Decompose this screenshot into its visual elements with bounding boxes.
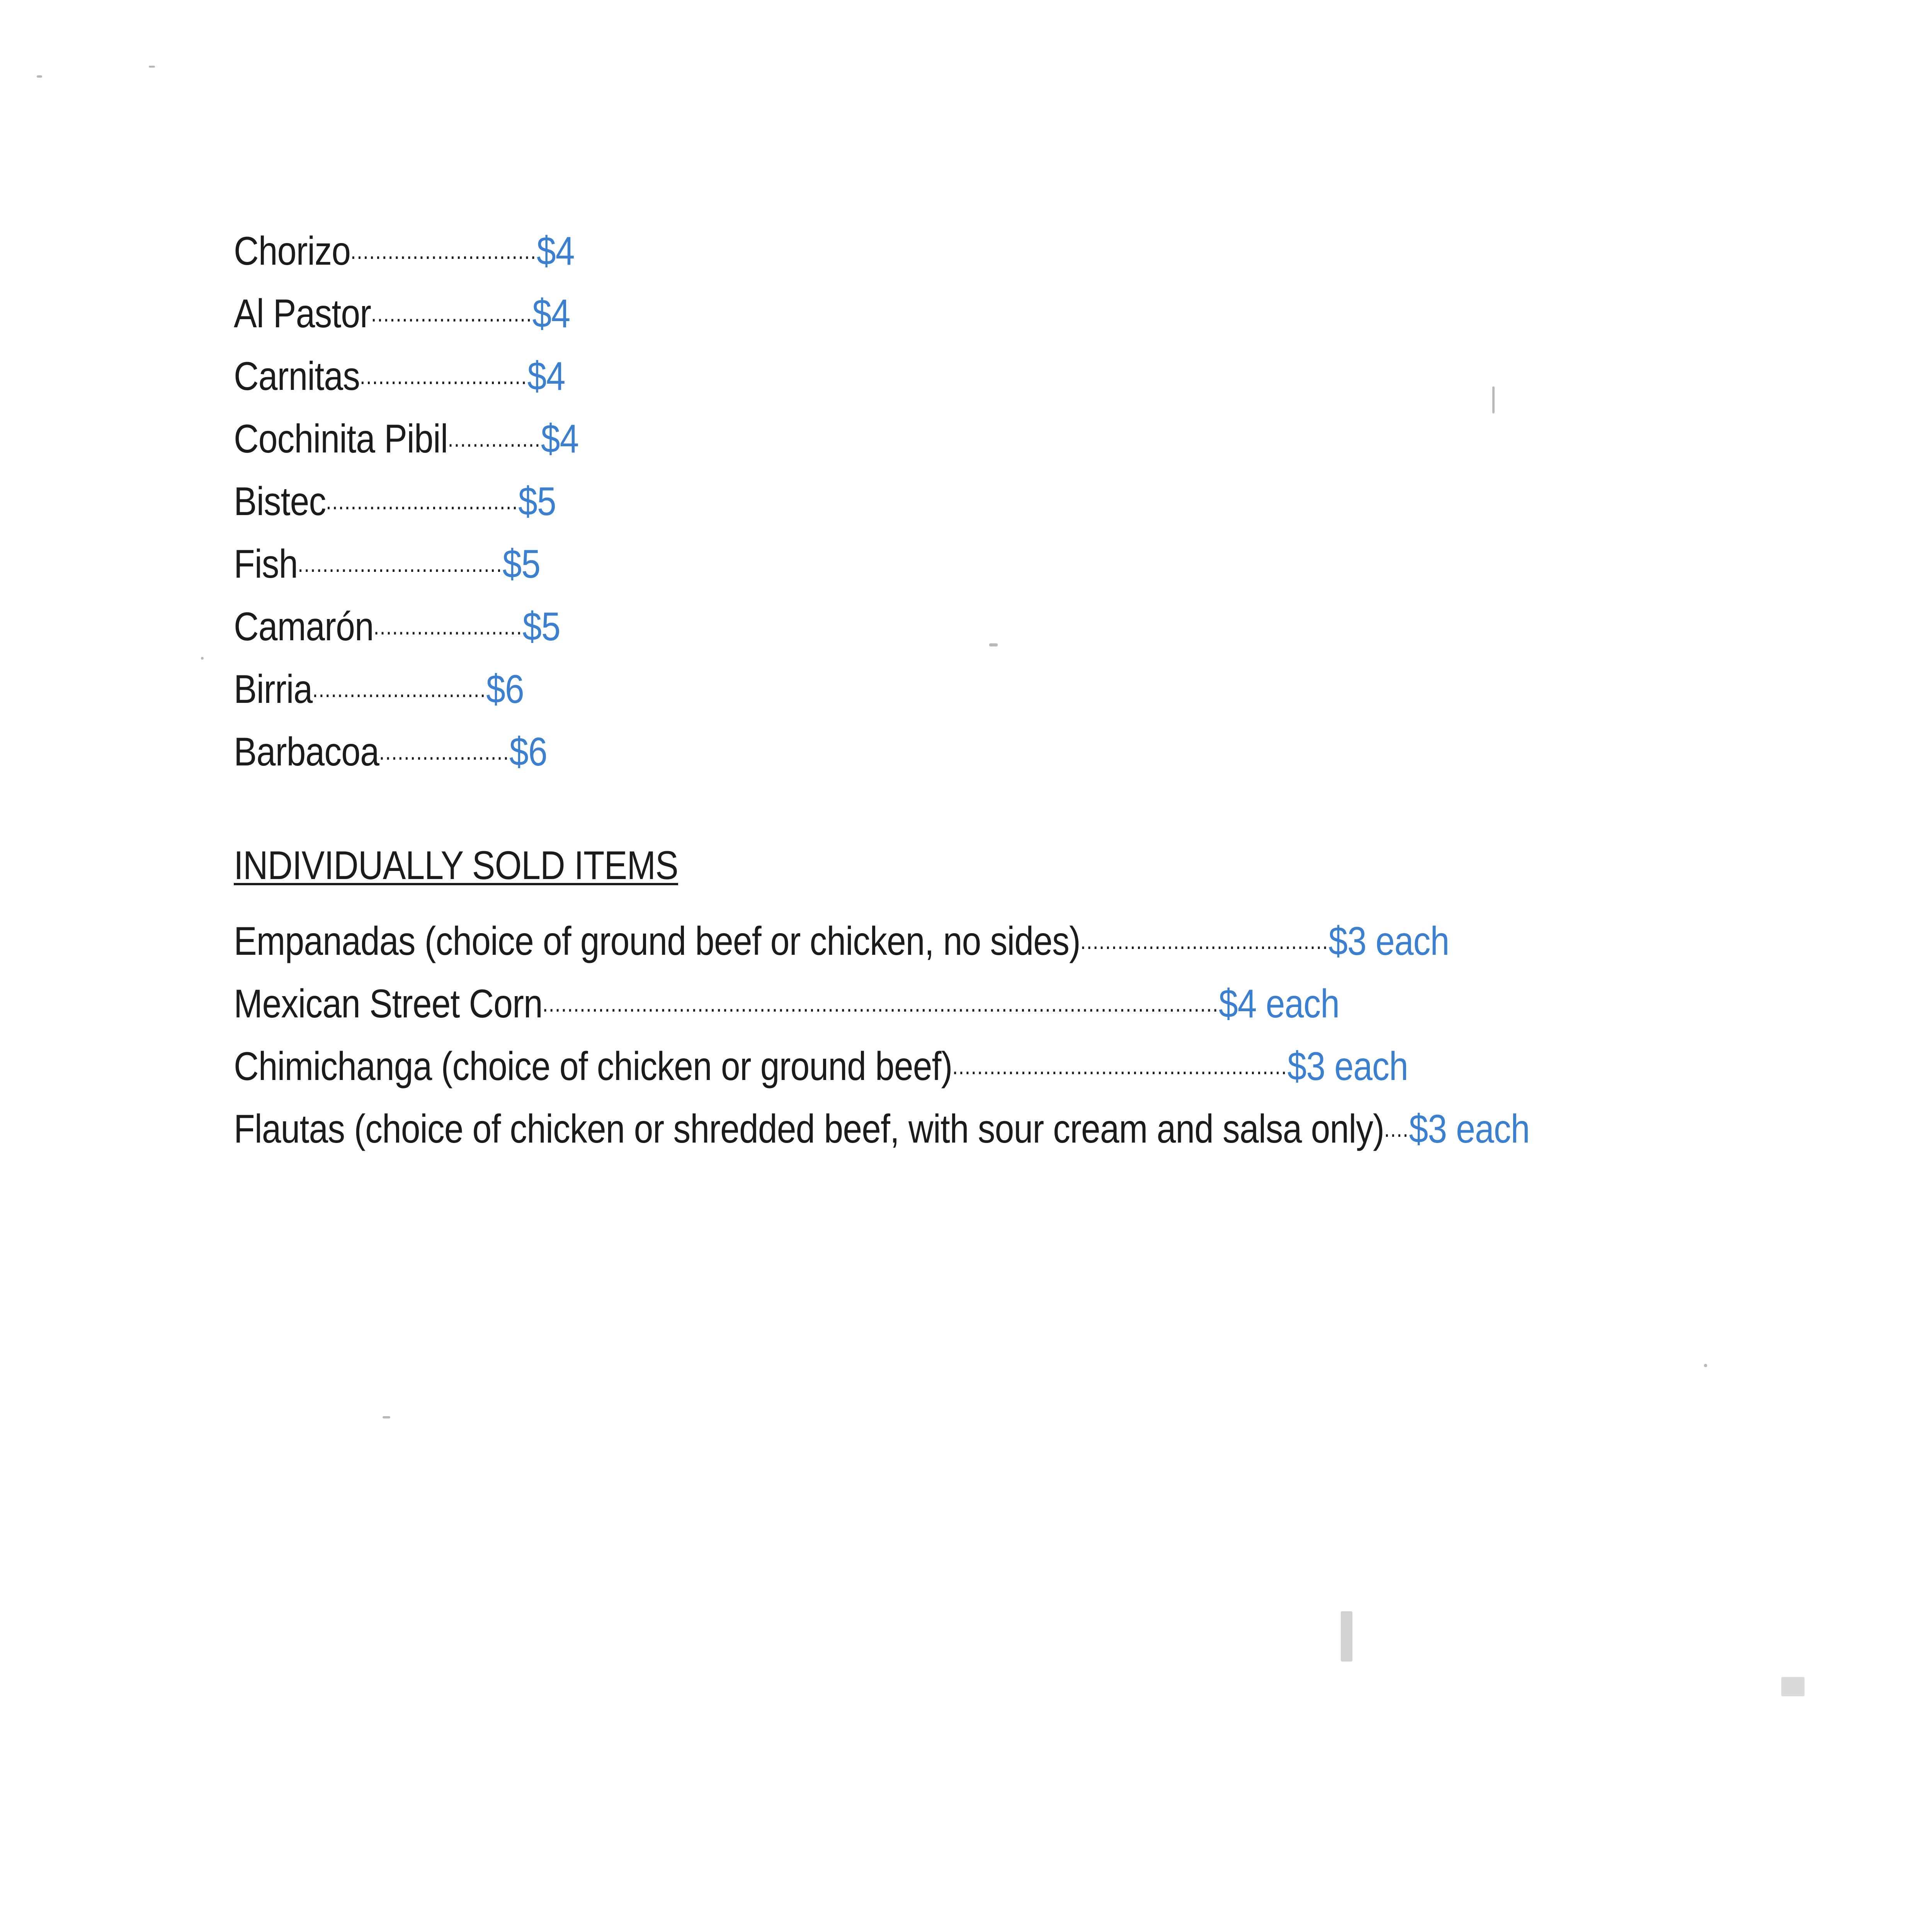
item-name: Chimichanga (choice of chicken or ground beef): [234, 1044, 952, 1089]
item-price: $5: [522, 604, 560, 649]
dot-leader: ......................................................: [952, 1053, 1287, 1079]
menu-item-carnitas: [234, 342, 565, 400]
scan-speck: [37, 75, 42, 78]
item-price: $3 each: [1409, 1107, 1530, 1151]
item-price: $6: [509, 730, 547, 774]
scan-speck: [383, 1416, 390, 1418]
item-price: $4: [532, 291, 570, 336]
item-name: Barbacoa: [234, 730, 379, 774]
menu-item-mexican-street-corn: [234, 969, 1339, 1027]
item-price: $3 each: [1287, 1044, 1408, 1089]
dot-leader: ...............................: [326, 488, 519, 514]
section-heading-individually-sold: INDIVIDUALLY SOLD ITEMS: [234, 843, 678, 888]
dot-leader: ............................: [312, 676, 486, 702]
item-price: $5: [502, 542, 541, 587]
menu-item-barbacoa: [234, 717, 547, 775]
scan-speck: [201, 657, 204, 660]
item-name: Flautas (choice of chicken or shredded beef, with sour cream and salsa only): [234, 1107, 1384, 1151]
dot-leader: .................................: [298, 551, 503, 577]
menu-item-fish: [234, 529, 540, 587]
scan-speck: [1781, 1677, 1804, 1696]
scan-speck: [1492, 386, 1495, 413]
item-price: $4: [527, 354, 565, 399]
menu-item-birria: [234, 655, 524, 713]
menu-item-bistec: [234, 467, 556, 525]
dot-leader: ...........................: [360, 363, 527, 389]
dot-leader: ..............................: [350, 238, 537, 264]
menu-item-al-pastor: [234, 279, 570, 337]
item-price: $6: [486, 667, 524, 712]
menu-item-flautas: [234, 1094, 1530, 1152]
item-price: $4 each: [1219, 981, 1340, 1026]
dot-leader: ....: [1384, 1116, 1409, 1142]
menu-item-cochinita-pibil: [234, 404, 578, 462]
scan-speck: [1341, 1611, 1352, 1662]
item-name: Birria: [234, 667, 313, 712]
menu-item-chorizo: [234, 216, 575, 274]
dot-leader: .....................: [379, 739, 510, 765]
scan-speck: [149, 66, 155, 68]
item-name: Cochinita Pibil: [234, 417, 448, 461]
menu-item-camaron: [234, 592, 560, 650]
scan-speck: [989, 643, 998, 646]
item-name: Chorizo: [234, 229, 351, 274]
item-price: $5: [518, 479, 556, 524]
item-name: Camarón: [234, 604, 374, 649]
dot-leader: .............................................................................................................: [542, 991, 1219, 1017]
item-price: $4: [536, 229, 575, 274]
menu-item-chimichanga: [234, 1032, 1408, 1090]
dot-leader: ..........................: [371, 301, 532, 327]
item-name: Empanadas (choice of ground beef or chicken, no sides): [234, 919, 1080, 964]
menu-item-empanadas: [234, 906, 1449, 964]
item-name: Carnitas: [234, 354, 360, 399]
item-price: $4: [541, 417, 579, 461]
item-name: Al Pastor: [234, 291, 371, 336]
dot-leader: ........................................: [1080, 928, 1329, 954]
dot-leader: ...............: [447, 426, 541, 452]
item-name: Mexican Street Corn: [234, 981, 543, 1026]
item-name: Bistec: [234, 479, 326, 524]
dot-leader: ........................: [373, 614, 523, 639]
item-name: Fish: [234, 542, 298, 587]
scan-speck: [1704, 1364, 1707, 1367]
item-price: $3 each: [1328, 919, 1449, 964]
